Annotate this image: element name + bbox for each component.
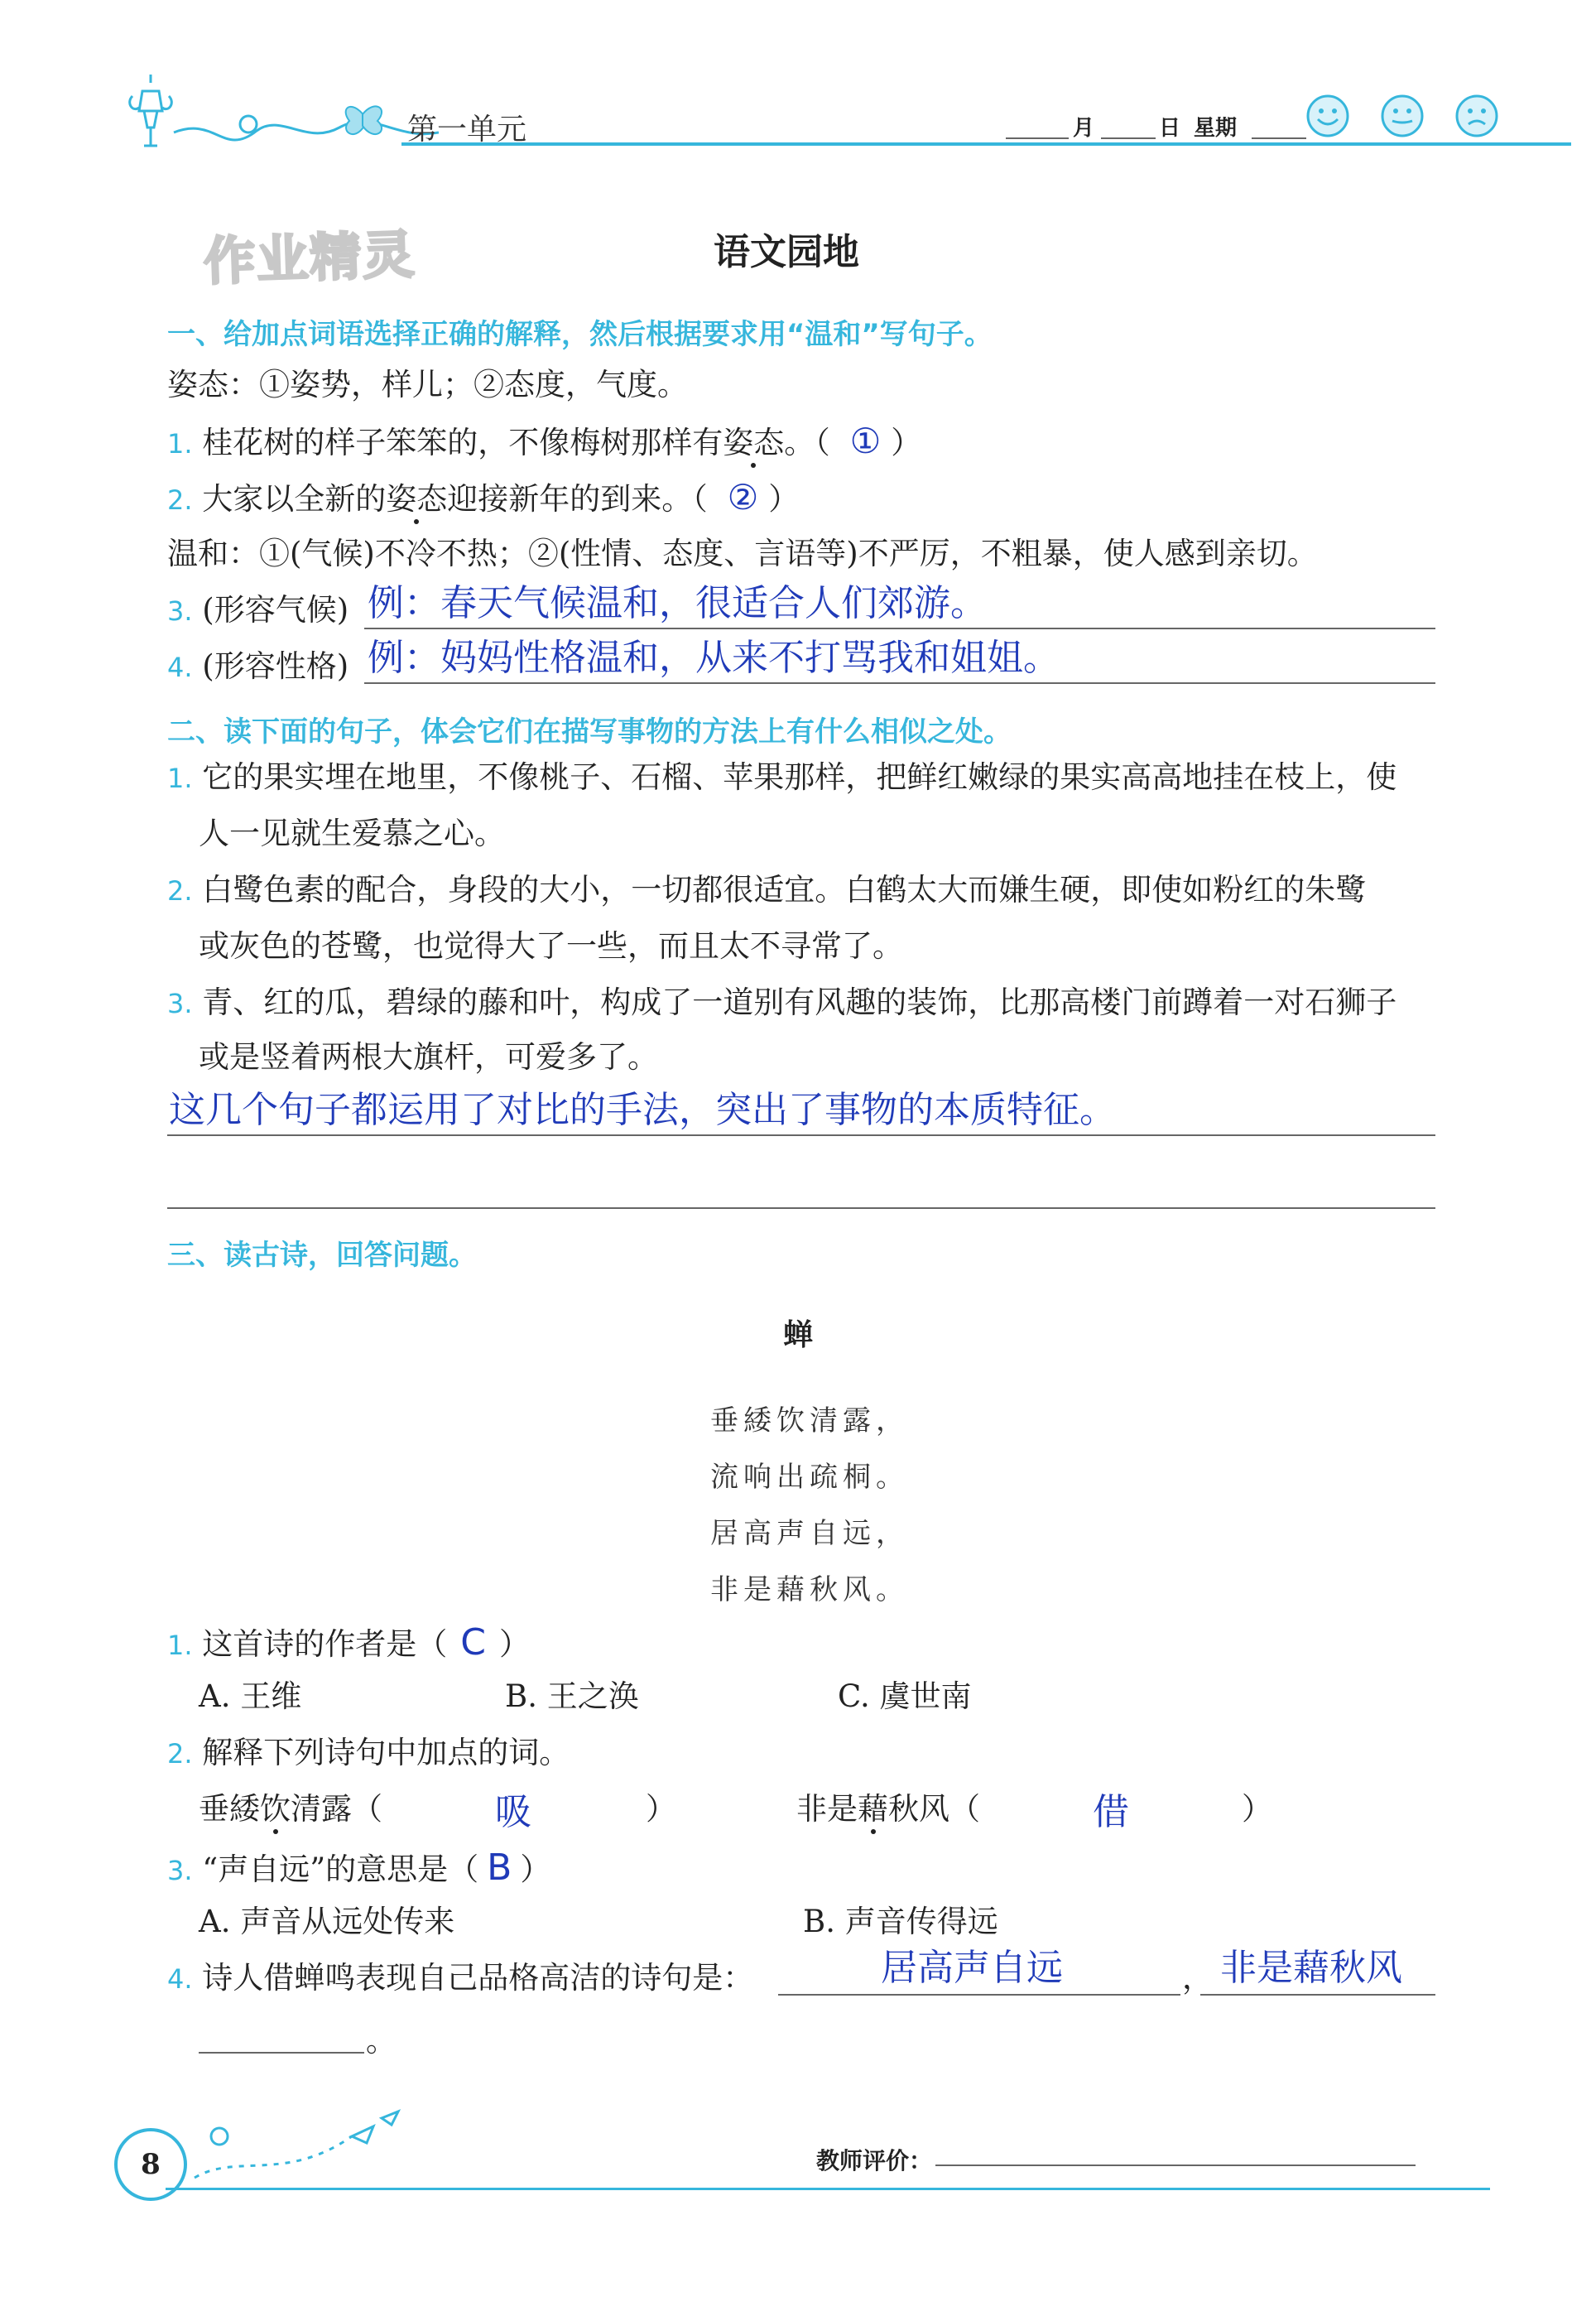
day-blank [1101,137,1156,139]
answer-choice: B [487,1847,512,1889]
poem-line: 非是藉秋风。 [710,1573,909,1606]
sentence-2-1-line1 [167,759,1397,795]
close-paren: ） [646,1791,676,1827]
question-number: 4. [167,1963,193,1995]
sentence-2-1-line2: 人一见就生爱慕之心。 [199,816,505,851]
question-1-2 [167,477,800,518]
dotted-word: 藉 [858,1791,888,1827]
question-1-4 [167,648,349,684]
sentence-text: 青、红的瓜，碧绿的藤和叶，构成了一道别有风趣的装饰，比那高楼门前蹲着一对石狮子 [202,985,1397,1020]
smiley-faces-icon [1300,91,1507,141]
answer-line [167,1207,1435,1209]
answer-line [1200,1994,1435,1996]
question-label: (形容性格) [202,648,349,684]
word-explain-b [796,1791,980,1827]
answer-line [199,2052,364,2054]
question-1-3 [167,592,349,628]
close-paren: ） [1242,1791,1272,1827]
question-3-1 [167,1621,531,1664]
question-text: 解释下列诗句中加点的词。 [202,1735,570,1770]
question-3-2 [167,1737,570,1768]
sentence-2-2-line2: 或灰色的苍鹭，也觉得大了一些，而且太不寻常了。 [199,928,903,964]
header-rule [401,142,1571,146]
section-2-answer: 这几个句子都运用了对比的手法，突出了事物的本质特征。 [169,1089,1116,1131]
sentence-2-2-line1 [167,872,1367,908]
poem-line: 垂緌饮清露， [710,1404,909,1437]
question-text-b: 迎接新年的到来。（ [447,481,708,517]
close-paren: ） [520,1852,551,1887]
definition-wenhe: 温和：①(气候)不冷不热；②(性情、态度、言语等)不严厉，不粗暴，使人感到亲切。 [167,536,1318,571]
answer-line [167,1134,1435,1136]
question-1-1 [167,421,922,461]
phrase-pre: 垂緌 [199,1791,260,1827]
item-number: 2. [167,875,193,907]
question-label: (形容气候) [202,592,349,628]
question-text: 桂花树的样子笨笨的，不像梅树那样有 [202,425,723,460]
item-number: 1. [167,763,193,794]
question-text-b: 。（ [784,425,830,460]
answer-sentence-climate: 例：春天气候温和，很适合人们郊游。 [368,582,987,624]
sentence-text: 它的果实埋在地里，不像桃子、石榴、苹果那样，把鲜红嫩绿的果实高高地挂在枝上，使 [202,759,1397,795]
question-number: 1. [167,428,193,460]
bird-trail-decoration-icon [186,2103,401,2186]
close-paren: ） [768,481,800,517]
question-text: 诗人借蝉鸣表现自己品格高洁的诗句是： [202,1960,754,1996]
answer-line [364,682,1435,684]
word-explain-a [199,1791,382,1827]
question-text: “声自远”的意思是（ [202,1852,479,1887]
explain-answer-a: 吸 [495,1791,531,1833]
poem-title: 蝉 [783,1318,814,1352]
dotted-word: 饮 [260,1791,291,1827]
option-c: C. 虞世南 [838,1678,972,1714]
section-3-title: 三、读古诗，回答问题。 [167,1239,477,1272]
phrase-pre: 非是 [796,1791,858,1827]
dotted-word: 姿态 [723,425,785,460]
lamp-decoration-icon [124,66,439,157]
comma: ， [1182,1960,1213,1996]
weekday-label: 星期 [1194,116,1238,141]
question-3-4 [167,1960,754,1996]
question-number: 1. [167,1630,193,1661]
close-paren: ） [499,1626,531,1662]
explain-answer-b: 借 [1093,1791,1129,1833]
period: 。 [366,2023,397,2059]
phrase-post: 秋风（ [888,1791,980,1827]
sentence-2-3-line2: 或是竖着两根大旗杆，可爱多了。 [199,1039,658,1075]
phrase-post: 清露（ [291,1791,382,1827]
sentence-text: 白鹭色素的配合，身段的大小，一切都很适宜。白鹤太大而嫌生硬，即使如粉红的朱鹭 [202,872,1367,908]
poem-answer-2: 非是藉秋风 [1220,1947,1402,1989]
answer-choice: ② [727,477,759,518]
section-1-title: 一、给加点词语选择正确的解释，然后根据要求用“温和”写句子。 [167,318,993,351]
answer-line [778,1994,1180,1996]
month-blank [1006,137,1069,139]
question-number: 3. [167,1855,193,1886]
month-label: 月 [1073,116,1095,141]
dotted-word: 姿态 [386,481,448,517]
question-number: 2. [167,1738,193,1770]
close-paren: ） [891,425,922,460]
answer-sentence-personality: 例：妈妈性格温和，从来不打骂我和姐姐。 [368,637,1060,679]
section-2-title: 二、读下面的句子，体会它们在描写事物的方法上有什么相似之处。 [167,715,1012,749]
question-number: 2. [167,484,193,516]
footer-rule [166,2188,1490,2190]
poem-answer-1: 居高声自远 [881,1947,1063,1989]
poem-line: 居高声自远， [710,1517,909,1550]
sentence-2-3-line1 [167,987,1396,1018]
weekday-blank [1252,137,1306,139]
option-a: A. 王维 [199,1678,302,1714]
teacher-evaluation-line [935,2165,1416,2166]
teacher-evaluation-label: 教师评价： [816,2147,933,2174]
page-title: 语文园地 [714,231,859,273]
question-text: 大家以全新的 [202,481,387,517]
unit-title: 第一单元 [407,113,527,147]
item-number: 3. [167,988,193,1019]
poem-line: 流响出疏桐。 [710,1461,909,1494]
option-b: B. 声音传得远 [803,1904,998,1939]
answer-choice: C [460,1621,487,1664]
question-number: 3. [167,595,193,627]
watermark-logo: 作业精灵 [202,224,417,292]
answer-choice: ① [849,421,882,461]
question-text: 这首诗的作者是（ [202,1626,448,1662]
day-label: 日 [1159,116,1181,141]
question-3-3 [167,1847,551,1889]
definition-zitai: 姿态：①姿势，样儿；②态度，气度。 [167,367,688,402]
question-number: 4. [167,652,193,683]
option-b: B. 王之涣 [505,1678,639,1714]
option-a: A. 声音从远处传来 [199,1904,455,1939]
page-number: 8 [141,2148,161,2181]
